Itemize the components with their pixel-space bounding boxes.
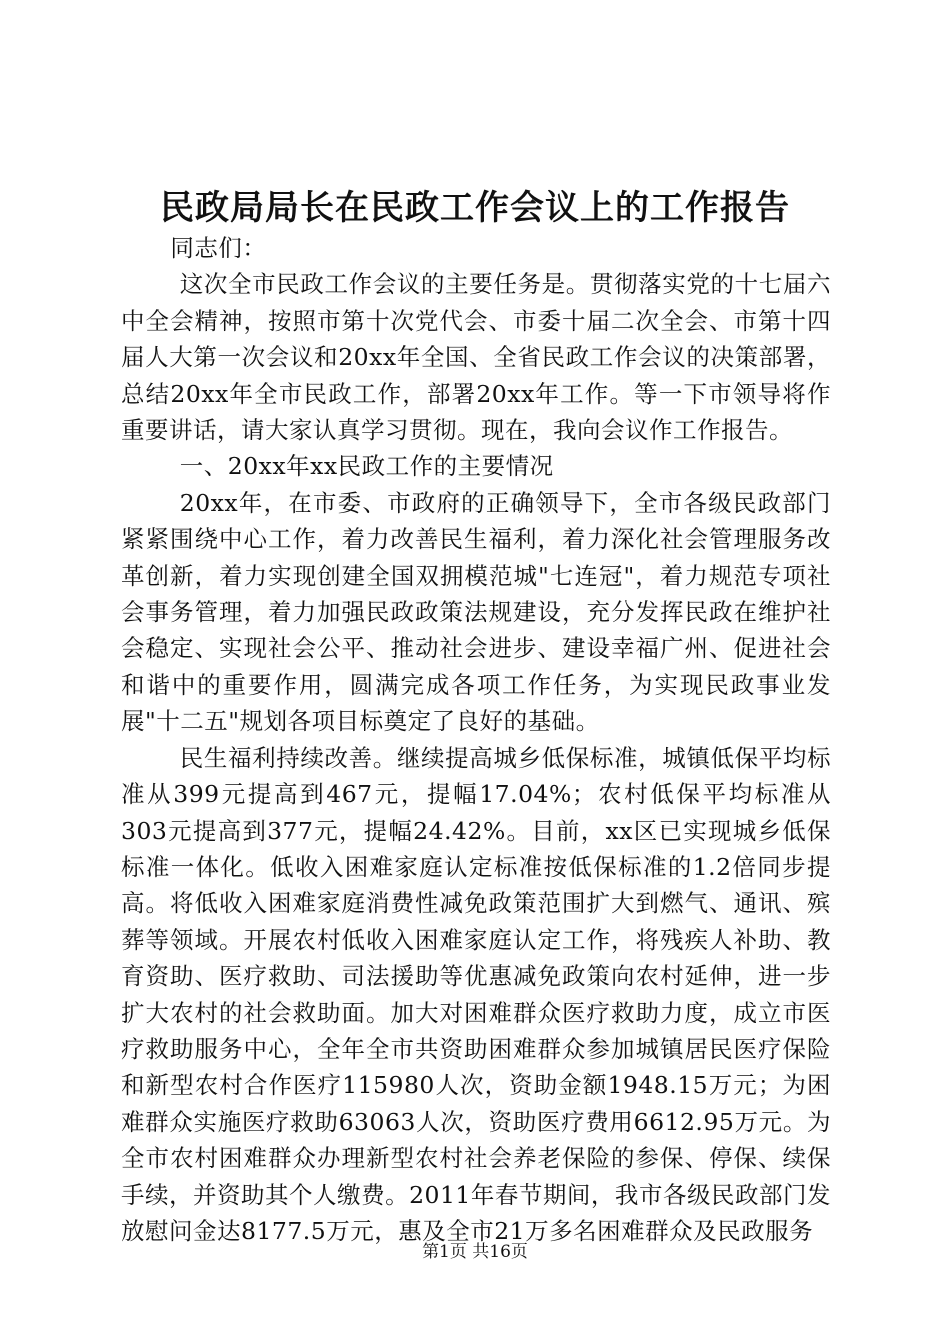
page-number: 第1页 共16页 <box>422 1242 528 1262</box>
paragraph-overview: 20xx年，在市委、市政府的正确领导下，全市各级民政部门紧紧围绕中心工作，着力改善民生福利，着力深化社会管理服务改革创新，着力实现创建全国双拥模范城"七连冠"，着力规范专项社会事务管理，着力加强民政政策法规建设，充分发挥民政在维护社会稳定、实现社会公平、推动社会进步、建设幸福广州、促进社会和谐中的重要作用，圆满完成各项工作任务，为实现民政事业发展"十二五"规划各项目标奠定了良好的基础。 <box>121 488 831 736</box>
document-body <box>121 230 831 1249</box>
document-title: 民政局局长在民政工作会议上的工作报告 <box>160 188 790 228</box>
paragraph-welfare: 民生福利持续改善。继续提高城乡低保标准，城镇低保平均标准从399元提高到467元，提幅17.04%；农村低保平均标准从303元提高到377元，提幅24.42%。目前，xx区已实现城乡低保标准一体化。低收入困难家庭认定标准按低保标准的1.2倍同步提高。将低收入困难家庭消费性减免政策范围扩大到燃气、通讯、殡葬等领域。开展农村低收入困难家庭认定工作，将残疾人补助、教育资助、医疗救助、司法援助等优惠减免政策向农村延伸，进一步扩大农村的社会救助面。加大对困难群众医疗救助力度，成立市医疗救助服务中心，全年全市共资助困难群众参加城镇居民医疗保险和新型农村合作医疗115980人次，资助金额1948.15万元；为困难群众实施医疗救助63063人次，资助医疗费用6612.95万元。为全市农村困难群众办理新型农村社会养老保险的参保、停保、续保手续，并资助其个人缴费。2011年春节期间，我市各级民政部门发放慰问金达8177.5万元，惠及全市21万多名困难群众及民政服务 <box>121 743 831 1245</box>
section-heading: 一、20xx年xx民政工作的主要情况 <box>179 452 554 481</box>
greeting: 同志们： <box>170 234 267 262</box>
paragraph-intro: 这次全市民政工作会议的主要任务是。贯彻落实党的十七届六中全会精神，按照市第十次党代会、市委十届二次全会、市第十四届人大第一次会议和20xx年全国、全省民政工作会议的决策部署，总结20xx年全市民政工作，部署20xx年工作。等一下市领导将作重要讲话，请大家认真学习贯彻。现在，我向会议作工作报告。 <box>121 270 831 445</box>
